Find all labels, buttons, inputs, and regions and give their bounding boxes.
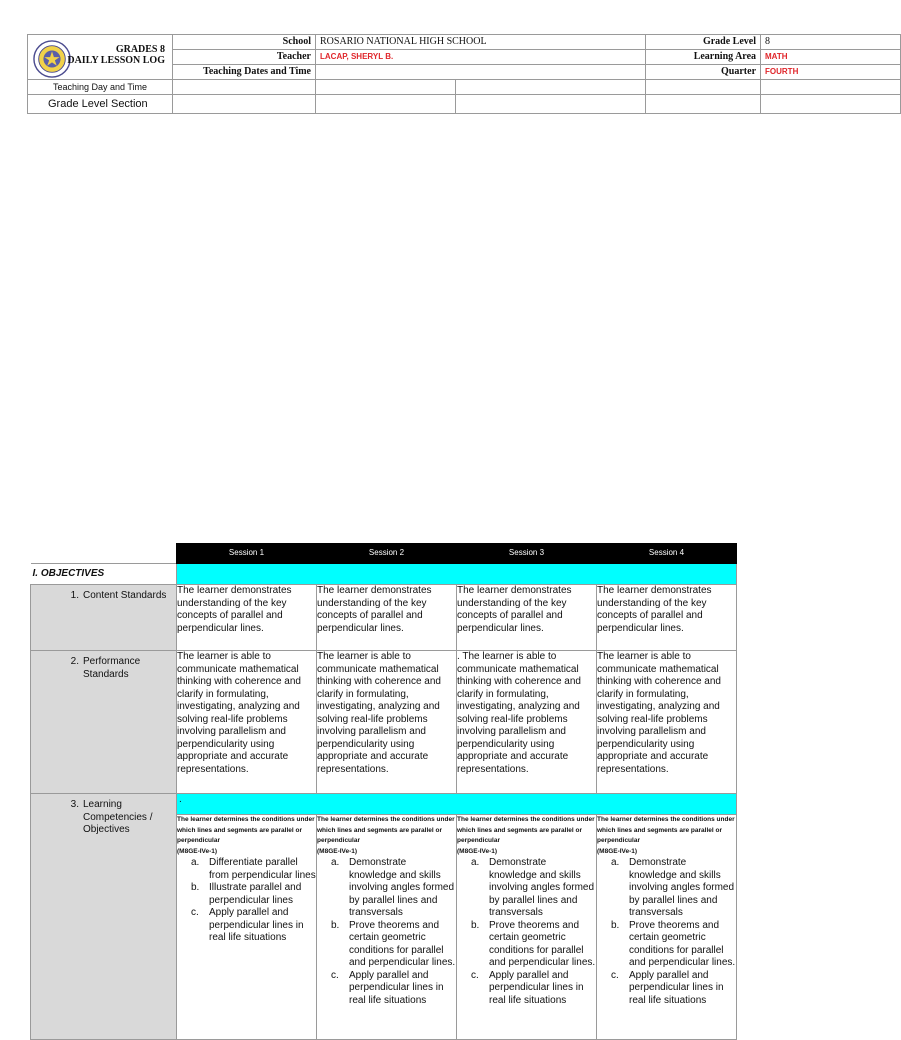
list-item: a. Differentiate parallel from perpendicular lines	[191, 857, 316, 881]
list-item: b. Prove theorems and certain geometric conditions for parallel and perpendicular lines.	[611, 919, 736, 968]
session-1-header: Session 1	[177, 544, 317, 564]
header-table	[27, 34, 901, 114]
session-4-header: Session 4	[597, 544, 737, 564]
competency-list	[597, 857, 736, 1007]
list-item: b. Illustrate parallel and perpendicular lines	[191, 882, 302, 906]
section-cell-1	[173, 95, 316, 114]
objectives-table	[30, 543, 737, 1040]
day-time-cell-5	[761, 80, 901, 95]
competency-code: (M8GE-IVe-1)	[317, 847, 358, 855]
list-item: c. Apply parallel and perpendicular lines in real life situations	[611, 969, 724, 1006]
day-time-cell-1	[173, 80, 316, 95]
grade-level-label: Grade Level	[646, 35, 761, 50]
learning-area-value: MATH	[761, 50, 901, 65]
list-item: c. Apply parallel and perpendicular lines in real life situations	[191, 907, 304, 943]
competency-code: (M8GE-IVe-1)	[177, 847, 218, 855]
content-standards-s2: The learner demonstrates understanding of the key concepts of parallel and perpendicular lines.	[317, 585, 457, 651]
competency-list	[317, 857, 456, 1007]
competencies-s1	[177, 815, 317, 1040]
section-cell-2	[316, 95, 456, 114]
teacher-value: LACAP, SHERYL B.	[316, 50, 646, 65]
logo-cell	[28, 35, 173, 80]
competency-code: (M8GE-IVe-1)	[597, 847, 638, 855]
grade-level-value: 8	[761, 35, 901, 50]
competency-intro: The learner determines the conditions under which lines and segments are parallel or perpendicular	[177, 816, 315, 844]
teaching-dates-label: Teaching Dates and Time	[173, 65, 316, 80]
day-time-cell-4	[646, 80, 761, 95]
quarter-value: FOURTH	[761, 65, 901, 80]
performance-standards-s1: The learner is able to communicate mathematical thinking with coherence and clarify in formulating, investigating, analyzing and solving real-life problems involving parallelism and perpendicularity using appropriate and accurate representations.	[177, 651, 317, 794]
grades-title: GRADES 8	[115, 44, 165, 55]
content-standards-label: 1. Content Standards	[31, 585, 177, 651]
list-item: b. Prove theorems and certain geometric conditions for parallel and perpendicular lines.	[331, 919, 456, 968]
competencies-s3	[457, 815, 597, 1040]
session-header-blank	[31, 544, 177, 564]
competency-intro: The learner determines the conditions under which lines and segments are parallel or perpendicular	[317, 816, 455, 844]
section-cell-3	[456, 95, 646, 114]
performance-standards-s3: . The learner is able to communicate mathematical thinking with coherence and clarify in formulating, investigating, analyzing and solving real-life problems involving parallelism and perpendicularity using appropriate and accurate representations.	[457, 651, 597, 794]
competency-intro: The learner determines the conditions under which lines and segments are parallel or perpendicular	[457, 816, 595, 844]
day-time-cell-3	[456, 80, 646, 95]
teaching-dates-value	[316, 65, 646, 80]
list-item: a. Demonstrate knowledge and skills involving angles formed by parallel lines and transversals	[471, 857, 595, 918]
section-cell-5	[761, 95, 901, 114]
school-label: School	[173, 35, 316, 50]
session-3-header: Session 3	[457, 544, 597, 564]
list-item: b. Prove theorems and certain geometric conditions for parallel and perpendicular lines.	[471, 919, 596, 968]
school-value: ROSARIO NATIONAL HIGH SCHOOL	[316, 35, 646, 50]
competencies-cyan-band: .	[177, 794, 737, 815]
competency-list	[457, 857, 596, 1007]
list-item: a. Demonstrate knowledge and skills involving angles formed by parallel lines and transversals	[331, 857, 455, 918]
grade-level-section-label: Grade Level Section	[28, 95, 173, 114]
daily-lesson-log-title: DAILY LESSON LOG	[67, 55, 165, 66]
content-standards-s3: The learner demonstrates understanding of the key concepts of parallel and perpendicular lines.	[457, 585, 597, 651]
learning-area-label: Learning Area	[646, 50, 761, 65]
day-time-cell-2	[316, 80, 456, 95]
list-item: c. Apply parallel and perpendicular lines in real life situations	[331, 969, 444, 1006]
performance-standards-s2: The learner is able to communicate mathematical thinking with coherence and clarify in formulating, investigating, analyzing and solving real-life problems involving parallelism and perpendicularity using appropriate and accurate representations.	[317, 651, 457, 794]
session-2-header: Session 2	[317, 544, 457, 564]
teacher-label: Teacher	[173, 50, 316, 65]
deped-seal-icon	[33, 40, 71, 78]
competency-code: (M8GE-IVe-1)	[457, 847, 498, 855]
content-standards-s4: The learner demonstrates understanding of the key concepts of parallel and perpendicular lines.	[597, 585, 737, 651]
list-item: a. Demonstrate knowledge and skills involving angles formed by parallel lines and transversals	[611, 857, 735, 918]
performance-standards-s4: The learner is able to communicate mathematical thinking with coherence and clarify in formulating, investigating, analyzing and solving real-life problems involving parallelism and perpendicularity using appropriate and accurate representations.	[597, 651, 737, 794]
competency-list	[177, 857, 316, 945]
learning-competencies-label: 3. Learning Competencies / Objectives	[31, 794, 177, 1040]
performance-standards-label: 2. Performance Standards	[31, 651, 177, 794]
content-standards-s1: The learner demonstrates understanding of the key concepts of parallel and perpendicular lines.	[177, 585, 317, 651]
competencies-s2	[317, 815, 457, 1040]
competencies-s4	[597, 815, 737, 1040]
quarter-label: Quarter	[646, 65, 761, 80]
competency-intro: The learner determines the conditions under which lines and segments are parallel or perpendicular	[597, 816, 735, 844]
teaching-day-time-label: Teaching Day and Time	[28, 80, 173, 95]
objectives-section-title: I. OBJECTIVES	[31, 564, 177, 585]
section-cell-4	[646, 95, 761, 114]
list-item: c. Apply parallel and perpendicular lines in real life situations	[471, 969, 584, 1006]
objectives-cyan-band	[177, 564, 737, 585]
